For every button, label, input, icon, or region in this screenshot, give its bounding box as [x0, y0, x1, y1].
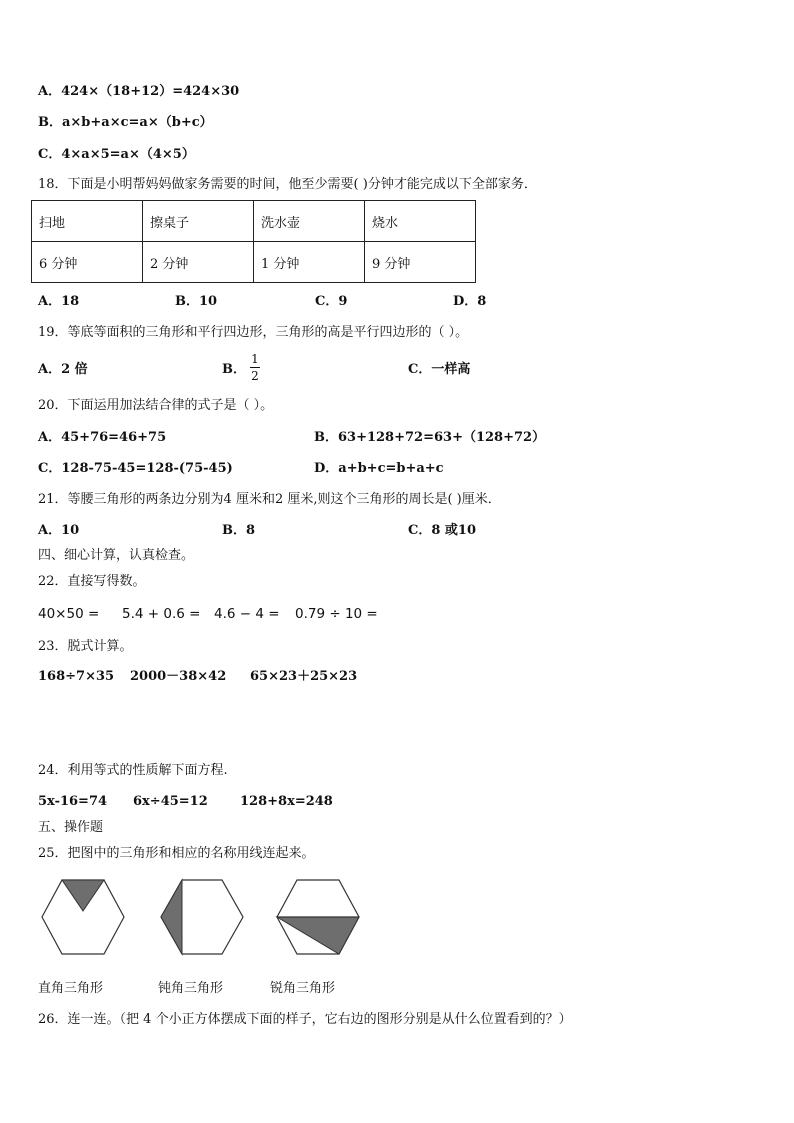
q22-item: 4.6 − 4 =: [214, 606, 280, 622]
q18-option-a: A．18: [38, 294, 80, 309]
fraction-bar: [250, 367, 260, 368]
table-row: [32, 242, 476, 283]
q22-item: 0.79 ÷ 10 =: [295, 606, 378, 622]
q23-item: 2000－38×42: [130, 669, 227, 684]
table-header-cell: 扫地: [32, 201, 143, 242]
q17-option-b: B．a×b+a×c=a×（b+c）: [38, 115, 213, 130]
table-header-cell: 擦桌子: [143, 201, 254, 242]
table-cell: 2 分钟: [143, 242, 254, 283]
hexagon-right-triangle: [42, 880, 124, 954]
fraction-numerator: 1: [251, 352, 259, 366]
q18-option-b: B．10: [175, 294, 218, 309]
table-row: [32, 201, 476, 242]
q20-option-c: C．128-75-45=128-(75-45): [38, 461, 233, 476]
q21-text: 21．等腰三角形的两条边分别为4 厘米和2 厘米,则这个三角形的周长是( )厘米．: [38, 492, 501, 507]
q23-item: 65×23＋25×23: [250, 669, 358, 684]
q18-text: 18．下面是小明帮妈妈做家务需要的时间，他至少需要( )分钟才能完成以下全部家务．: [38, 177, 537, 192]
q20-option-a: A．45+76=46+75: [38, 430, 167, 445]
hexagon-obtuse-triangle: [161, 880, 243, 954]
q25-text: 25．把图中的三角形和相应的名称用线连起来。: [38, 846, 315, 861]
table-header-cell: 烧水: [365, 201, 476, 242]
hexagon-figures: [30, 872, 370, 966]
q19-option-b: B．: [222, 362, 246, 377]
q23-text: 23．脱式计算。: [38, 639, 133, 654]
q20-option-b: B．63+128+72=63+（128+72）: [314, 430, 546, 445]
q19-option-c: C．一样高: [408, 362, 471, 377]
label-obtuse-triangle: 钝角三角形: [158, 981, 224, 996]
q20-text: 20．下面运用加法结合律的式子是（ ）。: [38, 398, 274, 413]
q24-item: 128+8x=248: [240, 794, 333, 809]
fraction-one-half: [250, 352, 260, 383]
q26-text: 26．连一连。（把 4 个小正方体摆成下面的样子，它右边的图形分别是从什么位置看到的？）: [38, 1012, 572, 1027]
table-cell: 1 分钟: [254, 242, 365, 283]
q17-option-a: A．424×（18+12）=424×30: [38, 84, 240, 99]
section-4-heading: 四、细心计算，认真检查。: [38, 548, 195, 563]
q21-option-c: C．8 或10: [408, 523, 477, 538]
q22-item: 5.4 + 0.6 =: [122, 606, 201, 622]
q17-option-c: C．4×a×5=a×（4×5）: [38, 147, 195, 162]
table-cell: 6 分钟: [32, 242, 143, 283]
chores-table: [31, 200, 476, 283]
q24-item: 5x-16=74: [38, 794, 108, 809]
q23-item: 168÷7×35: [38, 669, 115, 684]
q18-option-c: C．9: [315, 294, 348, 309]
hexagon-acute-triangle: [277, 880, 359, 954]
section-5-heading: 五、操作题: [38, 820, 104, 835]
q24-text: 24．利用等式的性质解下面方程.: [38, 763, 228, 778]
q24-item: 6x÷45=12: [133, 794, 208, 809]
table-cell: 9 分钟: [365, 242, 476, 283]
label-right-triangle: 直角三角形: [38, 981, 104, 996]
q22-text: 22．直接写得数。: [38, 574, 146, 589]
fraction-denominator: 2: [251, 369, 259, 383]
shaded-triangle: [161, 880, 182, 954]
q21-option-a: A．10: [38, 523, 80, 538]
q21-option-b: B．8: [222, 523, 256, 538]
label-acute-triangle: 锐角三角形: [270, 981, 336, 996]
q19-option-a: A．2 倍: [38, 362, 88, 377]
q22-item: 40×50 =: [38, 606, 100, 622]
table-header-cell: 洗水壶: [254, 201, 365, 242]
q20-option-d: D．a+b+c=b+a+c: [314, 461, 444, 476]
q18-option-d: D．8: [453, 294, 487, 309]
q19-text: 19．等底等面积的三角形和平行四边形，三角形的高是平行四边形的（ ）。: [38, 325, 469, 340]
